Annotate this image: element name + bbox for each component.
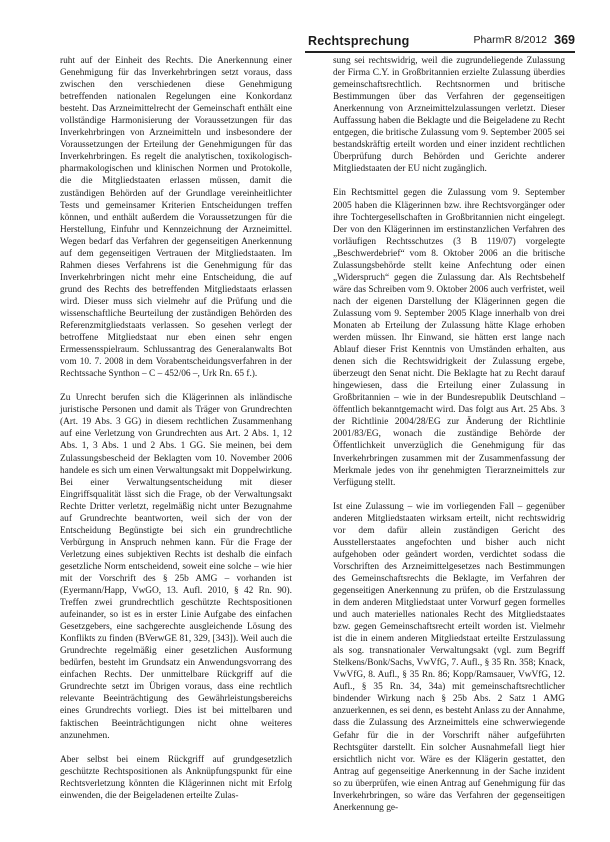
page-header: [60, 22, 575, 52]
right-column: [333, 55, 565, 826]
left-column: [60, 55, 292, 814]
paragraph: Aber selbst bei einem Rückgriff auf grundgesetzlich geschützte Rechtspositionen als Anknüpfungspunkt für eine Rechtsverletzung könnten die Klägerinnen nicht mit Erfolg einwenden, die der Beigeladenen erteilte Zulas-: [60, 754, 292, 801]
paragraph: ruht auf der Einheit des Rechts. Die Anerkennung einer Genehmigung für das Inverkehrbringen setzt voraus, dass zwischen den verschiedenen diese Genehmigung betreffenden nationalen Regelungen eine Konkordanz besteht. Das Arzneimittelrecht der Gemeinschaft enthält eine vollständige Harmonisierung der Voraussetzungen für das Inverkehrbringen von Arzneimitteln und insbesondere der Voraussetzungen der Erteilung der Genehmigungen für das Inverkehrbringen. Es regelt die analytischen, toxikologisch-pharmakologischen und klinischen Normen und Protokolle, die die Mitgliedstaaten erlassen müssen, damit die zuständigen Behörden auf der Grundlage vereinheitlichter Tests und gemeinsamer Kriterien Entscheidungen treffen können, und enthält außerdem die Voraussetzungen für die Herstellung, Einfuhr und Kennzeichnung der Arzneimittel. Wegen bedarf das Verfahren der gegenseitigen Anerkennung auf dem gegenseitigen Vertrauen der Mitgliedstaaten. Im Rahmen dieses Verfahrens ist die Genehmigung für das Inverkehrbringen nicht mehr eine Entscheidung, die auf grund des Rechts des betreffenden Mitgliedstaats erlassen wird. Dieser muss sich vielmehr auf die Prüfung und die wissenschaftliche Beurteilung der zuständigen Behörden des Referenzmitgliedstaats verlassen. So gesehen verlegt der betroffene Mitgliedstaat nur eben einen sehr engen Ermessensspielraum. Schlussantrag des Generalanwalts Bot vom 10. 7. 2008 in dem Vorabentscheidungsverfahren in der Rechtssache Synthon – C – 452/06 –, Urk Rn. 65 f.).: [60, 56, 292, 380]
paragraph: Zu Unrecht berufen sich die Klägerinnen als inländische juristische Personen und damit als Träger von Grundrechten (Art. 19 Abs. 3 GG) in diesem rechtlichen Zusammenhang auf eine Verletzung von Grundrechten aus Art. 2 Abs. 1, 12 Abs. 1, 3 Abs. 1 und 2 Abs. 1 GG. Sie meinen, bei dem Zulassungsbescheid der Beklagten vom 10. November 2006 handele es sich um einen Verwaltungsakt mit Doppelwirkung. Bei einer Verwaltungsentscheidung mit dieser Eingriffsqualität lässt sich die Frage, ob der Verwaltungsakt Rechte Dritter verletzt, regelmäßig nicht unter Bezugnahme auf Grundrechte beantworten, weil sich der von der Entscheidung Begünstigte bei sich ein grundrechtliche Verbürgung in Anspruch nehmen kann. Für die Frage der Verletzung eines subjektiven Rechts ist deshalb die einfach gesetzliche Norm entscheidend, soweit eine solche – wie hier mit der Vorschrift des § 25b AMG – vorhanden ist (Eyermann/Happ, VwGO, 13. Aufl. 2010, § 42 Rn. 90). Treffen zwei grundrechtlich geschützte Rechtspositionen aufeinander, so ist es in erster Linie Aufgabe des einfachen Gesetzgebers, eine sachgerechte ausgleichende Lösung des Konflikts zu finden (BVerwGE 81, 329, [343]). Weil auch die Grundrechte regelmäßig einer gesetzlichen Ausformung bedürfen, besteht im Grundsatz ein Anwendungsvorrang des einfachen Rechts. Der unmittelbare Rückgriff auf die Grundrechte setzt im Übrigen voraus, dass eine rechtlich relevante Beeinträchtigung des Gewährleistungsbereichs eines Grundrechts vorliegt. Dies ist bei mittelbaren und faktischen Beeinträchtigungen nicht ohne weiteres anzunehmen.: [60, 393, 292, 741]
section-title: Rechtsprechung: [308, 34, 410, 48]
paragraph: Ist eine Zulassung – wie im vorliegenden Fall – gegenüber anderen Mitgliedstaaten wirksam erteilt, nicht rechtswidrig vor dem dafür allein zuständigen Gericht des Ausstellerstaates angefochten und bisher auch nicht aufgehoben oder geändert worden, verdichtet sodass die Vorschriften des Arzneimittelgesetzes nach Bestimmungen des Gemeinschaftsrechts die Beklagte, im Verfahren der gegenseitigen Anerkennung zu prüfen, ob die Erstzulassung in dem anderen Mitgliedstaat unter Vorwurf gegen formelles und auch materielles nationales Recht des Mitgliedstaates bzw. gegen Gemeinschaftsrecht erteilt worden ist. Vielmehr ist die in einem anderen Mitgliedstaat erteilte Erstzulassung als sog. transnationaler Verwaltungsakt (vgl. zum Begriff Stelkens/Bonk/Sachs, VwVfG, 7. Aufl., § 35 Rn. 358; Knack, VwVfG, 8. Aufl., § 35 Rn. 86; Kopp/Ramsauer, VwVfG, 12. Aufl., § 35 Rn. 34, 34a) mit gemeinschaftsrechtlicher bindender Wirkung nach § 25b Abs. 2 Satz 1 AMG anzuerkennen, es sei denn, es besteht Anlass zu der Annahme, dass die Zulassung des Arzneimittels eine schwerwiegende Gefahr für die in der Vorschrift näher aufgeführten Rechtsgüter darstellt. Ein solcher Ausnahmefall liegt hier ersichtlich nicht vor. Wäre es der Klägerin gestattet, den Antrag auf gegenseitige Anerkennung in der Sache inzident so zu überprüfen, wie einen Antrag auf Genehmigung für das Inverkehrbringen, so wäre das Verfahren der gegenseitigen Anerkennung ge-: [333, 501, 565, 813]
header-rule: [305, 51, 575, 53]
journal-issue: PharmR 8/2012: [473, 34, 547, 46]
paragraph: sung sei rechtswidrig, weil die zugrundeliegende Zulassung der Firma C.Y. in Großbritannien erzielte Zulassung überdies gemeinschaftsrechtlich. Rechtsnormen und britische Bestimmungen über das Verfahren der gegenseitigen Anerkennung von Arzneimittelzulassungen verletzt. Dieser Auffassung haben die Beklagte und die Beigeladene zu Recht entgegen, die britische Zulassung vom 9. September 2005 sei bestandskräftig erteilt worden und einer inzident rechtlichen Überprüfung durch Behörden und Gerichte anderer Mitgliedstaaten der EU nicht zugänglich.: [333, 56, 565, 175]
paragraph: Ein Rechtsmittel gegen die Zulassung vom 9. September 2005 haben die Klägerinnen bzw. ihre Rechtsvorgänger oder ihre Tochtergesellschaften in Großbritannien nicht eingelegt. Der von den Klägerinnen im erstinstanzlichen Verfahren des vorläufigen Rechtsschutzes (3 B 119/07) vorgelegte „Beschwerdebrief“ vom 8. Oktober 2006 an die britische Zulassungsbehörde stellt keine Anfechtung oder einen „Widerspruch“ gegen die Zulassung dar. Als Rechtsbehelf wäre das Schreiben vom 9. Oktober 2006 auch verfristet, weil nach der eigenen Darstellung der Klägerinnen gegen die Zulassung vom 9. September 2005 Klage innerhalb von drei Monaten ab Erteilung der Zulassung hätte Klage erhoben werden müssen. Ihr Einwand, sie hätten erst lange nach Ablauf dieser Frist Kenntnis von Umständen erhalten, aus denen sich die Rechtswidrigkeit der Zulassung ergebe, überzeugt den Senat nicht. Die Beklagte hat zu Recht darauf hingewiesen, dass die Erteilung einer Zulassung in Großbritannien – wie in der Bundesrepublik Deutschland – öffentlich bekanntgemacht wird. Das folgt aus Art. 25 Abs. 3 der Richtlinie 2004/28/EG zur Änderung der Richtlinie 2001/83/EG, wonach die zuständige Behörde der Öffentlichkeit unverzüglich die Genehmigung für das Inverkehrbringen zusammen mit der Zusammenfassung der Merkmale jedes von ihr genehmigten Tierarzneimittels zur Verfügung stellt.: [333, 188, 565, 488]
page-number: 369: [554, 33, 575, 47]
